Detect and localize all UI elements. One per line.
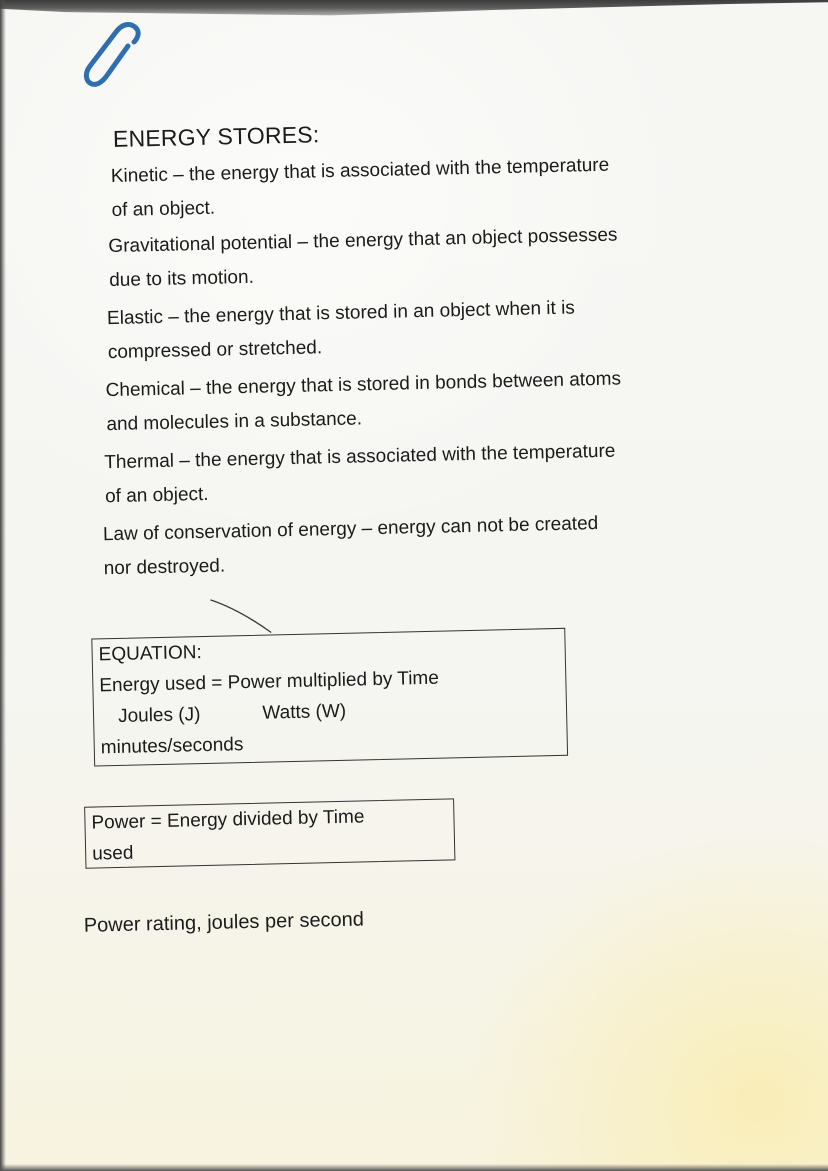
- unit-power: Watts (W): [262, 700, 347, 724]
- pencil-mark: [208, 594, 299, 636]
- law-of-conservation: [103, 504, 724, 586]
- unit-time: minutes/seconds: [100, 734, 244, 759]
- power-equation-box: [84, 798, 455, 868]
- store-line: compressed or stretched.: [107, 337, 323, 364]
- store-thermal: [104, 432, 725, 514]
- store-line: due to its motion.: [108, 266, 255, 292]
- store-line: and molecules in a substance.: [106, 408, 363, 436]
- store-line: Law of conservation of energy – energy can not be created: [102, 513, 599, 546]
- store-kinetic: [110, 146, 731, 228]
- store-elastic: [107, 288, 728, 370]
- equation-box: [91, 628, 568, 767]
- power-formula-continued: used: [91, 842, 134, 865]
- power-rating-note: Power rating, joules per second: [83, 908, 365, 937]
- store-gravitational: [108, 216, 729, 298]
- store-line: nor destroyed.: [103, 555, 226, 580]
- store-line: Gravitational potential – the energy that an object possesses: [108, 224, 618, 258]
- store-line: Kinetic – the energy that is associated with the temperature: [110, 154, 610, 187]
- page-title: ENERGY STORES:: [112, 121, 320, 152]
- store-chemical: [105, 360, 726, 442]
- power-formula: Power = Energy divided by Time: [91, 806, 365, 834]
- store-line: Elastic – the energy that is stored in an object when it is: [106, 297, 576, 330]
- store-line: of an object.: [104, 483, 209, 508]
- equation-title: EQUATION:: [98, 642, 202, 666]
- unit-energy: Joules (J): [117, 704, 201, 727]
- store-line: of an object.: [111, 197, 216, 221]
- store-line: Thermal – the energy that is associated with the temperature: [104, 440, 616, 474]
- equation-formula: Energy used = Power multiplied by Time: [99, 667, 440, 697]
- store-line: Chemical – the energy that is stored in bonds between atoms: [105, 368, 622, 402]
